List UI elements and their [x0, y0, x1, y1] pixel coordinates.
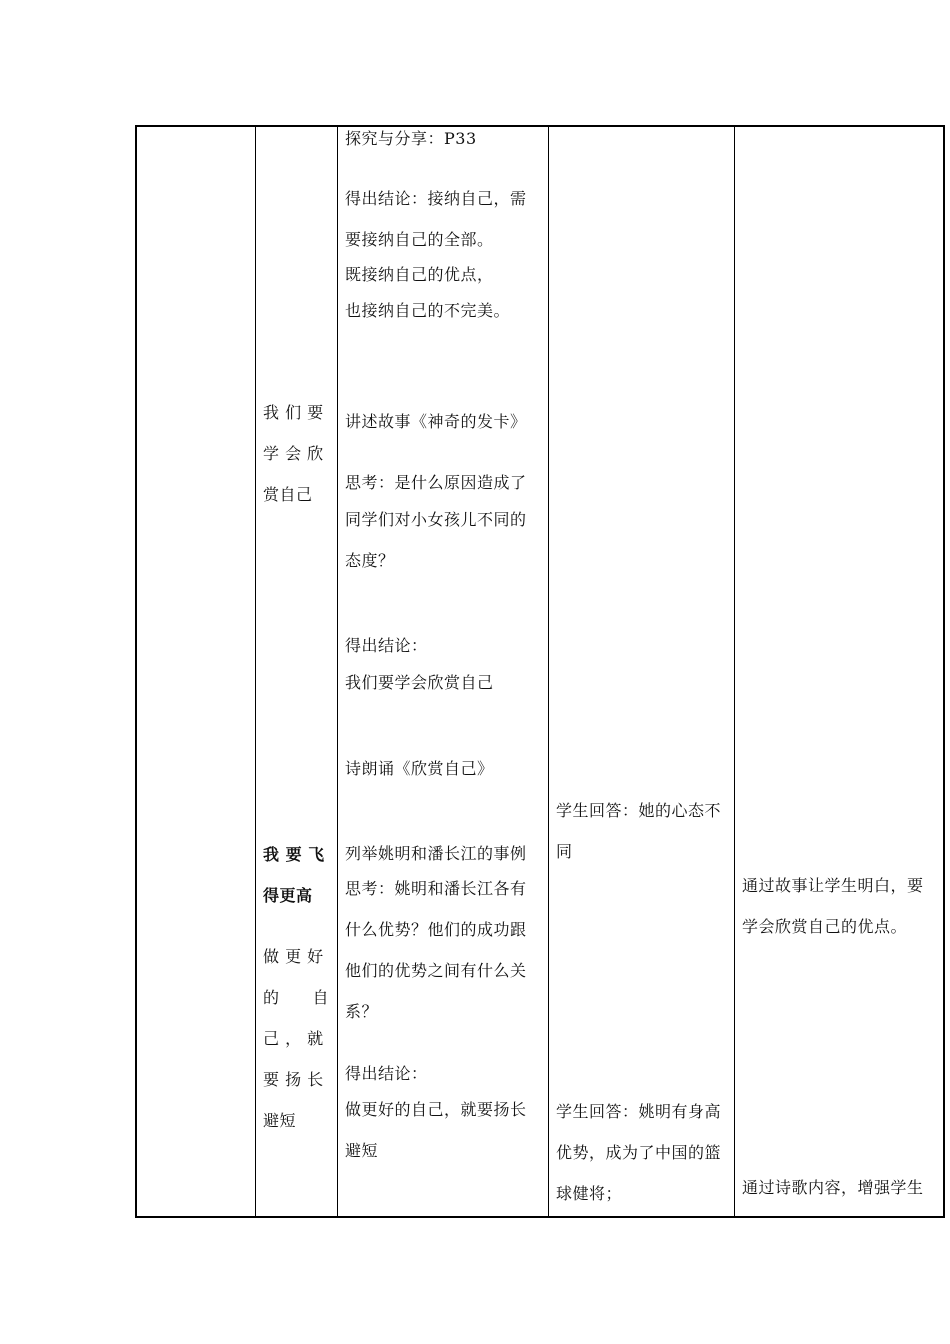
section-heading-appreciate-line: 我 们 要 [263, 403, 324, 422]
student-response-line: 同 [556, 842, 573, 861]
section-subheading-line: 己 ， 就 [263, 1029, 324, 1048]
student-response-line: 球健将； [556, 1184, 623, 1203]
activity-line: 也接纳自己的不完美。 [345, 301, 511, 320]
activity-line: 诗朗诵《欣赏自己》 [345, 759, 494, 778]
lesson-plan-table [135, 125, 945, 1218]
student-response-line: 优势，成为了中国的篮 [556, 1143, 722, 1162]
activity-line: 思考：姚明和潘长江各有 [345, 879, 527, 898]
section-heading-fly-higher-line: 我 要 飞 [263, 845, 325, 864]
activity-line: 探究与分享：P33 [345, 129, 477, 148]
activity-line: 我们要学会欣赏自己 [345, 673, 494, 692]
activity-line: 他们的优势之间有什么关 [345, 961, 527, 980]
section-heading-fly-higher-line: 得更高 [263, 886, 313, 905]
student-response-line: 学生回答：姚明有身高 [556, 1102, 722, 1121]
section-subheading-line: 做 更 好 [263, 947, 324, 966]
activity-line: 得出结论：接纳自己，需 [345, 189, 527, 208]
section-subheading-line: 避短 [263, 1111, 297, 1130]
activity-line: 思考：是什么原因造成了 [345, 473, 527, 492]
activity-line: 避短 [345, 1141, 379, 1160]
activity-line: 态度？ [345, 551, 395, 570]
activity-line: 列举姚明和潘长江的事例 [345, 844, 527, 863]
design-intent-line: 学会欣赏自己的优点。 [742, 917, 908, 936]
activity-line: 得出结论： [345, 636, 428, 655]
activity-line: 既接纳自己的优点， [345, 265, 494, 284]
section-subheading-line: 要 扬 长 [263, 1070, 324, 1089]
section-subheading-line: 的 自 [263, 988, 330, 1007]
activity-line: 要接纳自己的全部。 [345, 230, 494, 249]
section-heading-appreciate-line: 学 会 欣 [263, 444, 324, 463]
section-heading-appreciate-line: 赏自己 [263, 485, 313, 504]
activity-line: 得出结论： [345, 1064, 428, 1083]
column-divider [734, 127, 735, 1216]
activity-line: 做更好的自己，就要扬长 [345, 1100, 527, 1119]
column-divider [337, 127, 338, 1216]
design-intent-line: 通过诗歌内容，增强学生 [742, 1178, 924, 1197]
student-response-line: 学生回答：她的心态不 [556, 801, 722, 820]
column-divider [255, 127, 256, 1216]
column-divider [548, 127, 549, 1216]
activity-line: 同学们对小女孩儿不同的 [345, 510, 527, 529]
design-intent-line: 通过故事让学生明白，要 [742, 876, 924, 895]
activity-line: 系？ [345, 1002, 379, 1021]
activity-line: 讲述故事《神奇的发卡》 [345, 412, 527, 431]
activity-line: 什么优势？他们的成功跟 [345, 920, 527, 939]
